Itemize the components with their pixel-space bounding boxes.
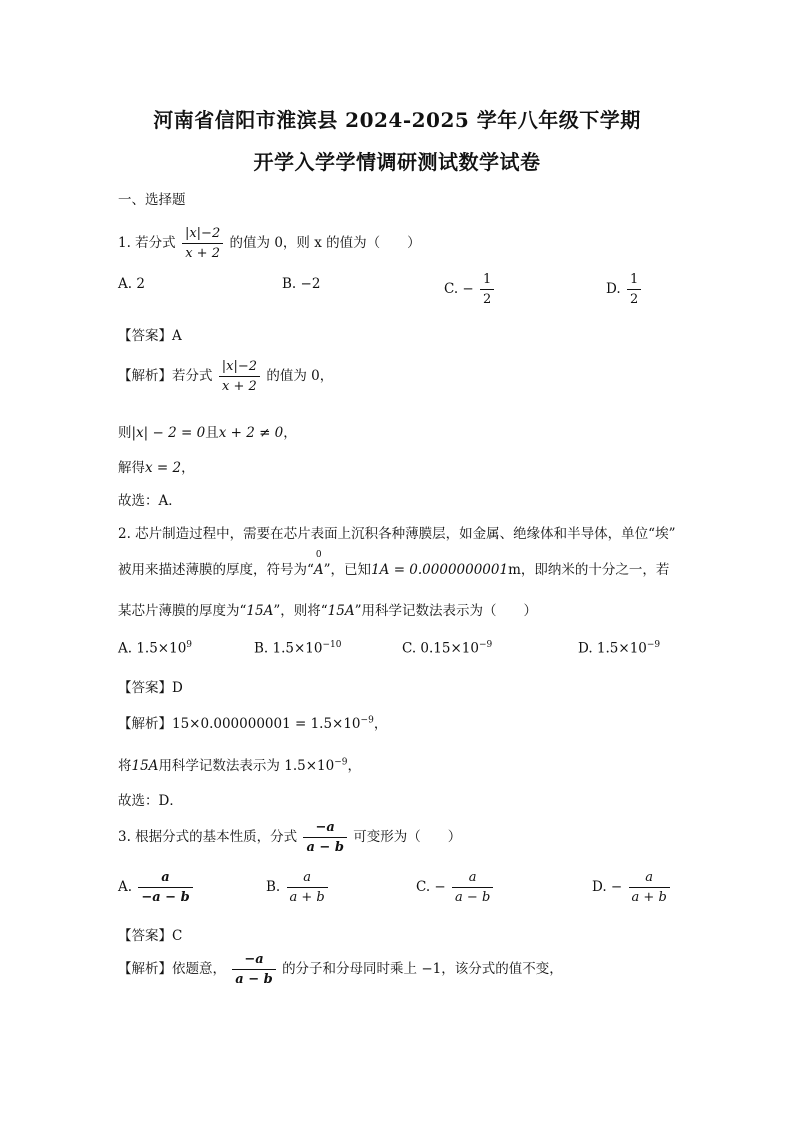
q2-option-b — [254, 640, 341, 657]
q1-fraction — [182, 224, 223, 263]
question-3 — [118, 818, 461, 857]
q1-suffix: 的值为 0，则 x 的值为（ ） — [229, 235, 421, 251]
q3-opt-c-den: a − b — [455, 890, 491, 905]
q3-option-a — [118, 868, 195, 907]
q1-frac-num: |x|−2 — [182, 224, 223, 244]
q1-step2-a: 解得 — [118, 460, 145, 476]
q1-option-b: B. −2 — [282, 276, 321, 292]
q3-opt-a-label: A. — [118, 879, 133, 895]
q3-opt-d-fraction — [629, 868, 670, 907]
q3-opt-a-den: −a − b — [141, 890, 190, 905]
q3-answer: 【答案】C — [118, 928, 183, 944]
q2-opt-c-text: C. 0.15×10 — [402, 640, 479, 657]
q2-analysis-exp: −9 — [360, 715, 374, 726]
angstrom-ring: 0 — [315, 550, 322, 560]
q1-option-d — [606, 270, 643, 309]
q2-option-c — [402, 640, 492, 657]
q3-opt-b-num: a — [287, 868, 328, 888]
q1-analysis-suffix: 的值为 0， — [266, 368, 334, 384]
q1-option-d-label: D. — [606, 281, 625, 297]
q2-conv-exp: −9 — [334, 757, 348, 768]
q2-opt-b-exp: −10 — [322, 640, 342, 650]
q2-conversion — [118, 754, 361, 774]
q1-step1-and: 且 — [205, 425, 219, 441]
q2-opt-a-text: A. 1.5×10 — [118, 640, 187, 657]
q2-line3-c: ”，则将“ — [273, 603, 328, 619]
q3-fraction — [303, 818, 346, 857]
q3-opt-d-den: a + b — [631, 890, 667, 905]
q3-analysis-b: 的分子和分母同时乘上 −1，该分式的值不变， — [282, 961, 563, 977]
q1-prefix: 1. 若分式 — [118, 235, 176, 251]
q2-conv-a: 将 — [118, 758, 132, 774]
q3-option-d — [592, 868, 672, 907]
q1-analysis — [118, 357, 333, 396]
title-line-1: 河南省信阳市淮滨县 2024-2025 学年八年级下学期 — [153, 108, 641, 132]
q1-option-c-label: C. − — [444, 281, 474, 297]
q1-step2-comma: ， — [181, 460, 195, 476]
q2-line-1: 2. 芯片制造过程中，需要在芯片表面上沉积各种薄膜层，如金属、绝缘体和半导体，单位“埃” — [118, 526, 676, 542]
q2-opt-b-text: B. 1.5×10 — [254, 640, 323, 657]
q1-step1-neq: x + 2 ≠ 0 — [218, 425, 284, 441]
q2-conv-text: 用科学记数法表示为 1.5×10 — [158, 758, 335, 774]
q1-c-num: 1 — [480, 270, 494, 290]
q3-opt-b-fraction — [287, 868, 328, 907]
q2-option-a — [118, 640, 192, 657]
q2-line-3 — [118, 599, 537, 619]
q2-line3-a: 某芯片薄膜的厚度为“ — [118, 603, 247, 619]
q1-step1-comma: ， — [283, 425, 297, 441]
q2-opt-a-exp: 9 — [186, 640, 193, 650]
q3-option-c — [416, 868, 495, 907]
q3-opt-c-fraction — [452, 868, 493, 907]
q2-opt-c-exp: −9 — [478, 640, 493, 650]
q2-line2-b: ”，已知 — [323, 562, 372, 578]
q1-d-num: 1 — [627, 270, 641, 290]
angstrom-letter: A — [313, 562, 324, 578]
q2-opt-d-text: D. 1.5×10 — [578, 640, 647, 657]
q3-opt-d-num: a — [629, 868, 670, 888]
q3-suffix: 可变形为（ ） — [353, 829, 462, 845]
q3-frac-den: a − b — [306, 840, 344, 855]
q1-step-1 — [118, 421, 297, 441]
q3-opt-a-fraction — [138, 868, 192, 907]
q1-d-den: 2 — [629, 292, 639, 307]
q1-frac-den: x + 2 — [185, 246, 220, 261]
q1-step2-eq: x = 2 — [145, 460, 182, 476]
q1-option-c-fraction — [480, 270, 494, 309]
q2-analysis-comma: ， — [373, 716, 388, 732]
q1-answer: 【答案】A — [118, 328, 182, 344]
q3-opt-d-label: D. − — [592, 879, 623, 895]
q3-option-b — [266, 868, 330, 907]
q2-option-d — [578, 640, 660, 657]
q1-option-d-fraction — [627, 270, 641, 309]
q2-line2-a: 被用来描述薄膜的厚度，符号为“ — [118, 562, 314, 578]
q3-opt-b-label: B. — [266, 879, 281, 895]
section-heading: 一、选择题 — [118, 192, 186, 208]
q2-line2-d: m，即纳米的十分之一，若 — [508, 562, 670, 578]
q2-answer: 【答案】D — [118, 680, 183, 696]
q2-angstrom-definition: 1A = 0.0000000001 — [371, 562, 509, 578]
q1-option-c — [444, 270, 496, 309]
q2-thickness-1: 15A — [246, 603, 274, 619]
q2-line3-e: ”用科学记数法表示为（ ） — [354, 603, 537, 619]
q2-analysis — [118, 712, 387, 732]
q3-opt-c-num: a — [452, 868, 493, 888]
q2-thickness-2: 15A — [327, 603, 355, 619]
q3-analysis-a: 【解析】依题意， — [118, 961, 226, 977]
q2-choose: 故选：D． — [118, 793, 183, 809]
q3-analysis-den: a − b — [235, 972, 273, 987]
q3-prefix: 3. 根据分式的基本性质，分式 — [118, 829, 298, 845]
q1-analysis-fraction — [219, 357, 260, 396]
q1-c-den: 2 — [483, 292, 492, 307]
q1-analysis-num: |x|−2 — [219, 357, 260, 377]
q1-option-a: A. 2 — [118, 276, 145, 292]
q3-analysis-fraction — [232, 950, 275, 989]
question-1 — [118, 224, 421, 263]
q3-analysis-num: −a — [232, 950, 275, 970]
q1-analysis-den: x + 2 — [222, 379, 257, 394]
q3-opt-a-num: a — [138, 868, 192, 888]
q1-choose: 故选：A． — [118, 493, 182, 509]
q2-line-2 — [118, 550, 670, 578]
q2-opt-d-exp: −9 — [646, 640, 661, 650]
q1-analysis-prefix: 【解析】若分式 — [118, 368, 213, 384]
q1-step1-a: 则 — [118, 425, 132, 441]
q1-step1-eq: |x| − 2 = 0 — [131, 425, 206, 441]
angstrom-symbol — [313, 550, 324, 578]
q3-opt-b-den: a + b — [289, 890, 325, 905]
title-line-2: 开学入学学情调研测试数学试卷 — [253, 150, 541, 174]
q2-conv-value: 15A — [131, 758, 159, 774]
q1-step-2 — [118, 456, 195, 476]
q3-opt-c-label: C. − — [416, 879, 446, 895]
q3-analysis — [118, 950, 563, 989]
q3-frac-num: −a — [303, 818, 346, 838]
q2-analysis-text: 【解析】15×0.000000001 = 1.5×10 — [118, 716, 361, 732]
q2-conv-comma: ， — [347, 758, 361, 774]
